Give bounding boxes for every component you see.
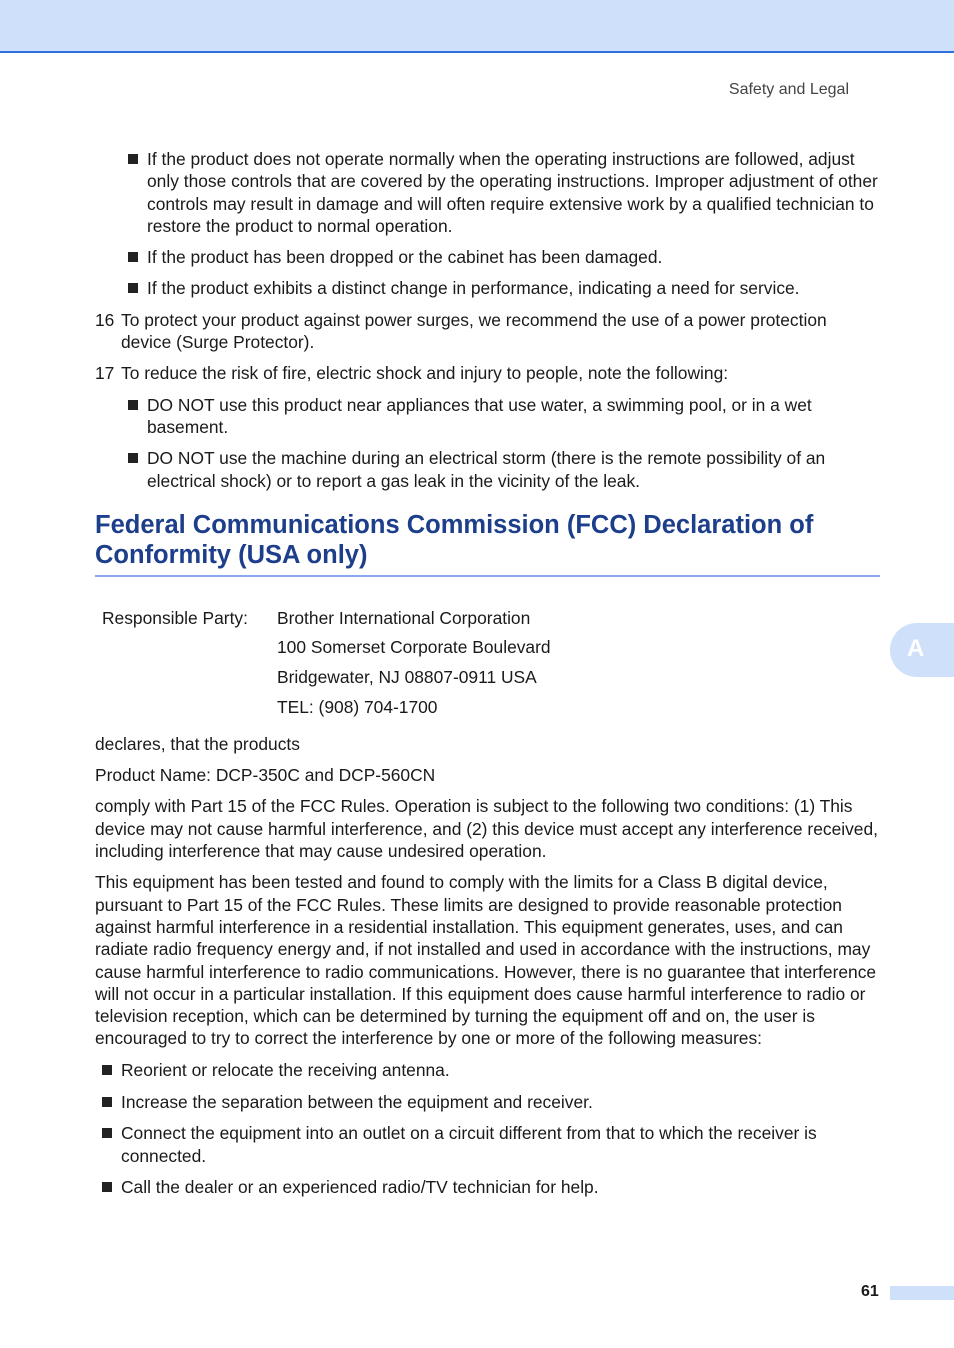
address-line: TEL: (908) 704-1700 [277, 696, 438, 717]
bullet-list-17 [147, 394, 880, 492]
list-item: Call the dealer or an experienced radio/TV technician for help. [121, 1176, 880, 1198]
footer-bar [890, 1286, 954, 1300]
page-content [95, 148, 880, 1208]
comply-paragraph: comply with Part 15 of the FCC Rules. Operation is subject to the following two conditions: (1) This device may not cause harmful interference, and (2) this device must accept any interference received, including interference that may cause undesired operation. [95, 796, 878, 862]
numbered-item-17 [95, 362, 880, 384]
list-item: Reorient or relocate the receiving antenna. [121, 1059, 880, 1081]
party-address [277, 607, 551, 725]
list-item: Connect the equipment into an outlet on a circuit different from that to which the receiver is connected. [121, 1122, 880, 1167]
appendix-tab-letter: A [907, 635, 925, 662]
equipment-paragraph: This equipment has been tested and found to comply with the limits for a Class B digital device, pursuant to Part 15 of the FCC Rules. These limits are designed to provide reasonable protection against harmful interference in a residential installation. This equipment generates, uses, and can radiate radio frequency energy and, if not installed and used in accordance with the instructions, may cause harmful interference to radio communications. However, there is no guarantee that interference will not occur in a particular installation. If this equipment does cause harmful interference to radio or television reception, which can be determined by turning the equipment off and on, the user is encouraged to try to correct the interference by one or more of the following measures: [95, 872, 877, 1049]
bullet-list-top [147, 148, 880, 300]
list-item: DO NOT use the machine during an electrical storm (there is the remote possibility of an electrical shock) or to report a gas leak in the vicinity of the leak. [147, 447, 880, 492]
numbered-item-16 [95, 309, 880, 354]
list-item: Increase the separation between the equipment and receiver. [121, 1091, 880, 1113]
address-line: Brother International Corporation [277, 607, 531, 628]
list-item: If the product has been dropped or the cabinet has been damaged. [147, 246, 880, 268]
header-bar [0, 0, 954, 53]
item-text: To reduce the risk of fire, electric shock and injury to people, note the following: [121, 363, 729, 384]
item-number: 16 [95, 309, 115, 330]
section-heading: Federal Communications Commission (FCC) Declaration of Conformity (USA only) [95, 510, 880, 577]
list-item: If the product exhibits a distinct change in performance, indicating a need for service. [147, 277, 880, 299]
product-name-paragraph: Product Name: DCP-350C and DCP-560CN [95, 765, 436, 786]
address-line: 100 Somerset Corporate Boulevard [277, 637, 551, 658]
measures-list [121, 1059, 880, 1199]
item-number: 17 [95, 363, 115, 384]
item-text: To protect your product against power surges, we recommend the use of a power protection device (Surge Protector). [121, 309, 827, 353]
responsible-party [95, 607, 880, 719]
list-item: DO NOT use this product near appliances that use water, a swimming pool, or in a wet basement. [147, 394, 880, 439]
running-head: Safety and Legal [728, 81, 849, 98]
declares-paragraph: declares, that the products [95, 733, 300, 754]
page-number: 61 [861, 1283, 879, 1300]
appendix-tab [890, 623, 954, 677]
party-label: Responsible Party: [102, 607, 248, 628]
address-line: Bridgewater, NJ 08807-0911 USA [277, 667, 537, 688]
list-item: If the product does not operate normally when the operating instructions are followed, adjust only those controls that are covered by the operating instructions. Improper adjustment of other controls may result in damage and will often require extensive work by a qualified technician to restore the product to normal operation. [147, 148, 880, 237]
